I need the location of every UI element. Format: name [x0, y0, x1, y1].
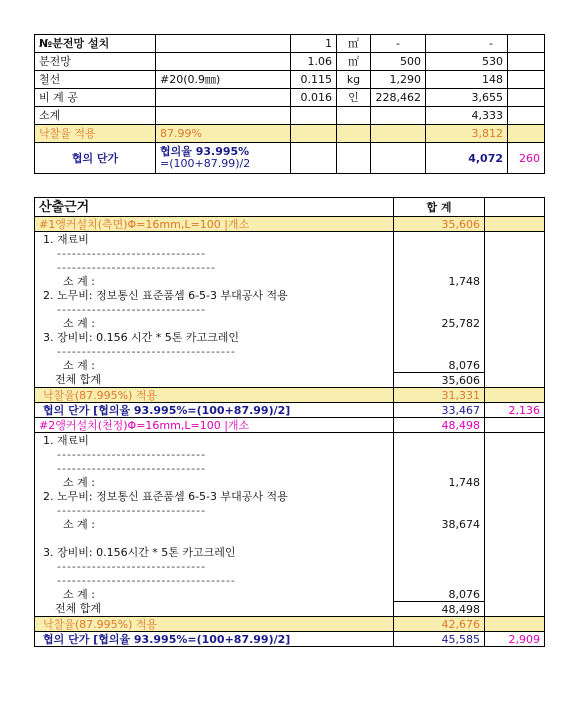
basis-line [35, 260, 545, 274]
contract-row [35, 632, 545, 647]
contract-row [35, 403, 545, 418]
top-rows [35, 35, 545, 174]
basis-line [35, 475, 545, 489]
labor-cost-label: 2. 노무비: 정보통신 표준품셈 6-5-3 부대공사 적용 [35, 489, 394, 503]
item-qty: 1.06 [291, 53, 337, 71]
bid-rate-row [35, 388, 545, 403]
contract-difference: 2,136 [485, 403, 545, 418]
equipment-cost-label: 3. 장비비: 0.156시간 * 5톤 카고크레인 [35, 545, 394, 559]
item-unit: 인 [337, 89, 371, 107]
section-title-row [35, 217, 545, 232]
labor-cost-label: 2. 노무비: 정보통신 표준품셈 6-5-3 부대공사 적용 [35, 288, 394, 302]
subtotal-value: 1,748 [394, 475, 485, 489]
bid-rate-value: 31,331 [394, 388, 485, 403]
item-qty: 1 [291, 35, 337, 53]
equipment-cost-label: 3. 장비비: 0.156 시간 * 5톤 카고크레인 [35, 330, 394, 344]
basis-line [35, 447, 545, 461]
dashed-line: ------------------------------ [35, 302, 394, 316]
dashed-line: ------------------------------ [35, 447, 394, 461]
contract-label: 협의 단가 [협의율 93.995%=(100+87.99)/2] [35, 403, 394, 418]
grand-total-label: 전체 합계 [35, 373, 394, 388]
bid-rate-row [35, 125, 545, 143]
item-unit [337, 107, 371, 125]
item-amount: - [426, 35, 508, 53]
contract-difference: 2,909 [485, 632, 545, 647]
grand-total-row [35, 602, 545, 617]
calculation-basis-table [34, 197, 545, 647]
basis-line [35, 587, 545, 602]
table-row [35, 89, 545, 107]
subtotal-value: 1,748 [394, 274, 485, 288]
item-name: 철선 [35, 71, 156, 89]
contract-value: 33,467 [394, 403, 485, 418]
subtotal-label: 소 계 : [35, 475, 394, 489]
item-amount: 530 [426, 53, 508, 71]
subtotal-value: 8,076 [394, 358, 485, 373]
table-row [35, 107, 545, 125]
contract-rate-line1: 협의율 93.995% [160, 145, 250, 158]
item-name: 소계 [35, 107, 156, 125]
bid-rate-value: 87.99% [156, 125, 291, 143]
dashed-line: ------------------------------------ [35, 344, 394, 358]
dashed-line: ------------------------------ [35, 559, 394, 573]
basis-line [35, 288, 545, 302]
basis-title: 산출근거 [35, 198, 394, 217]
basis-line [35, 531, 545, 545]
item-name: 분전망 [35, 53, 156, 71]
basis-line [35, 433, 545, 448]
item-amount: 4,333 [426, 107, 508, 125]
basis-line [35, 461, 545, 475]
basis-line [35, 503, 545, 517]
subtotal-label: 소 계 : [35, 517, 394, 531]
basis-rows [35, 198, 545, 647]
item-amount: 3,655 [426, 89, 508, 107]
contract-row [35, 143, 545, 174]
item-price: 228,462 [371, 89, 426, 107]
item-name: 비 계 공 [35, 89, 156, 107]
subtotal-label: 소 계 : [35, 587, 394, 602]
basis-line [35, 517, 545, 531]
grand-total-row [35, 373, 545, 388]
section-title-row [35, 418, 545, 433]
unit-price-table [34, 34, 545, 174]
item-unit: ㎡ [337, 35, 371, 53]
basis-line [35, 316, 545, 330]
subtotal-value: 38,674 [394, 517, 485, 531]
item-spec [156, 53, 291, 71]
grand-total-label: 전체 합계 [35, 602, 394, 617]
subtotal-label: 소 계 : [35, 358, 394, 373]
item-extra [508, 107, 545, 125]
basis-line [35, 358, 545, 373]
item-unit: ㎡ [337, 53, 371, 71]
item-spec [156, 107, 291, 125]
item-amount: 148 [426, 71, 508, 89]
item-extra [508, 35, 545, 53]
contract-label: 협의 단가 [협의율 93.995%=(100+87.99)/2] [35, 632, 394, 647]
basis-total-header: 합 계 [394, 198, 485, 217]
item-price: 500 [371, 53, 426, 71]
table-row [35, 35, 545, 53]
basis-line [35, 330, 545, 344]
material-cost-label: 1. 재료비 [35, 433, 394, 448]
bid-rate-value: 42,676 [394, 617, 485, 632]
table-row [35, 53, 545, 71]
basis-line [35, 246, 545, 260]
basis-header-row [35, 198, 545, 217]
bid-rate-label: 낙찰율 적용 [35, 125, 156, 143]
basis-line [35, 232, 545, 247]
basis-line [35, 489, 545, 503]
contract-rate [156, 143, 291, 174]
basis-line [35, 559, 545, 573]
subtotal-label: 소 계 : [35, 316, 394, 330]
item-price: - [371, 35, 426, 53]
item-extra [508, 89, 545, 107]
bid-rate-row [35, 617, 545, 632]
dashed-line: ------------------------------------ [35, 573, 394, 587]
dashed-line: -------------------------------- [35, 260, 394, 274]
dashed-line: ------------------------------ [35, 246, 394, 260]
item-spec [156, 35, 291, 53]
dashed-line: ------------------------------ [35, 461, 394, 475]
contract-difference: 260 [508, 143, 545, 174]
item-extra [508, 71, 545, 89]
basis-line [35, 274, 545, 288]
section-title: #1앵커설치(측면)Φ=16mm,L=100 |개소 [35, 217, 394, 232]
contract-label: 협의 단가 [35, 143, 156, 174]
section-title: #2앵커설치(천정)Φ=16mm,L=100 |개소 [35, 418, 394, 433]
bid-rate-label: 낙찰율(87.995%) 적용 [35, 617, 394, 632]
bid-rate-amount: 3,812 [426, 125, 508, 143]
contract-rate-line2: =(100+87.99)/2 [160, 157, 251, 170]
contract-value: 45,585 [394, 632, 485, 647]
subtotal-label: 소 계 : [35, 274, 394, 288]
contract-amount: 4,072 [426, 143, 508, 174]
item-qty: 0.016 [291, 89, 337, 107]
basis-line [35, 344, 545, 358]
item-qty: 0.115 [291, 71, 337, 89]
section-total: 35,606 [394, 217, 485, 232]
basis-line [35, 302, 545, 316]
item-qty [291, 107, 337, 125]
basis-line [35, 573, 545, 587]
item-spec: #20(0.9㎜) [156, 71, 291, 89]
subtotal-value: 8,076 [394, 587, 485, 602]
subtotal-value: 25,782 [394, 316, 485, 330]
item-price [371, 107, 426, 125]
item-spec [156, 89, 291, 107]
item-price: 1,290 [371, 71, 426, 89]
section-total: 48,498 [394, 418, 485, 433]
item-unit: kg [337, 71, 371, 89]
dashed-line: ------------------------------ [35, 503, 394, 517]
item-name: №분전망 설치 [35, 35, 156, 53]
basis-line [35, 545, 545, 559]
table-row [35, 71, 545, 89]
material-cost-label: 1. 재료비 [35, 232, 394, 247]
grand-total-value: 35,606 [394, 373, 485, 388]
bid-rate-label: 낙찰율(87.995%) 적용 [35, 388, 394, 403]
item-extra [508, 53, 545, 71]
grand-total-value: 48,498 [394, 602, 485, 617]
